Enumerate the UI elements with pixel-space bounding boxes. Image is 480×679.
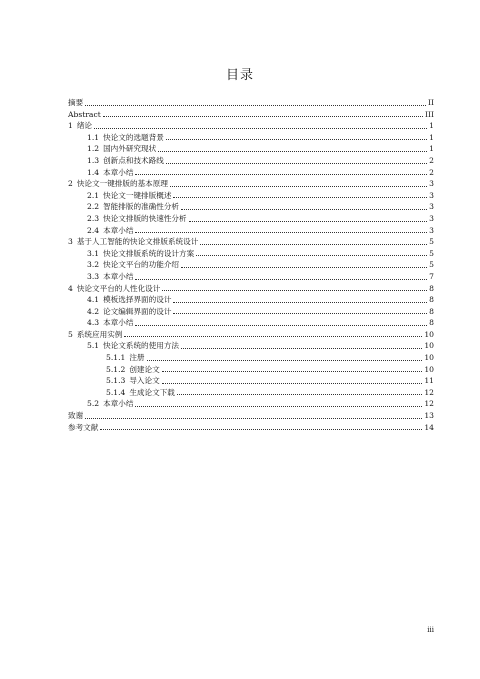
toc-entry-number: 1 — [68, 121, 73, 131]
toc-entry-number: 5.1 — [87, 341, 100, 351]
toc-entry-page: 10 — [424, 341, 434, 351]
toc-entry-number: 1.1 — [87, 132, 100, 142]
dot-leader — [158, 151, 427, 152]
dot-leader — [135, 174, 427, 175]
toc-entry[interactable] — [68, 387, 434, 399]
toc-entry-text: 摘要 — [68, 98, 84, 107]
toc-entry-page: 1 — [429, 144, 434, 154]
toc-entry-page: 1 — [429, 121, 434, 131]
toc-entry[interactable] — [68, 271, 434, 283]
toc-entry-number: 4.3 — [87, 318, 100, 328]
toc-entry-label — [106, 352, 146, 364]
toc-entry-label — [68, 97, 84, 109]
toc-entry-label — [87, 340, 180, 352]
toc-entry-number: 4.1 — [87, 295, 100, 305]
toc-entry[interactable] — [68, 398, 434, 410]
toc-entry-text: 本章小结 — [103, 271, 134, 281]
toc-entry-label — [87, 294, 172, 306]
toc-entry[interactable] — [68, 155, 434, 167]
toc-entry-label — [106, 364, 161, 376]
toc-entry-number: 4.2 — [87, 306, 100, 316]
dot-leader — [135, 279, 427, 280]
toc-entry-page: 12 — [424, 387, 434, 397]
toc-entry-text: 参考文献 — [68, 422, 99, 432]
toc-entry[interactable] — [68, 201, 434, 213]
toc-entry-number: 2.3 — [87, 213, 100, 223]
toc-entry-label — [87, 259, 180, 271]
toc-entry-text: 绪论 — [76, 121, 93, 131]
dot-leader — [162, 290, 427, 291]
toc-entry[interactable] — [68, 143, 434, 155]
toc-entry-number: 3 — [68, 237, 73, 247]
toc-entry-label — [68, 422, 99, 434]
toc-entry-text: 快论文排版的快速性分析 — [103, 213, 187, 223]
toc-entry-page: 10 — [424, 329, 434, 339]
toc-entry-label — [68, 410, 84, 422]
toc-entry-page: II — [428, 98, 434, 107]
toc-entry-label — [87, 143, 157, 155]
toc-entry-page: 3 — [429, 225, 434, 235]
toc-entry-label — [68, 120, 93, 132]
toc-entry[interactable] — [68, 97, 434, 109]
toc-entry[interactable] — [68, 422, 434, 434]
toc-entry-label — [68, 329, 123, 341]
toc-entry[interactable] — [68, 167, 434, 179]
dot-leader — [189, 221, 428, 222]
dot-leader — [181, 267, 427, 268]
toc-entry[interactable] — [68, 120, 434, 132]
dot-leader — [85, 418, 422, 419]
toc-entry-label — [68, 178, 169, 190]
toc-entry-text: 快论文排版系统的设计方案 — [103, 248, 195, 258]
toc-entry-number: 2.4 — [87, 225, 100, 235]
toc-entry-number: 5.2 — [87, 399, 100, 409]
toc-entry-text: 智能排版的准确性分析 — [103, 202, 180, 212]
toc-entry-label — [87, 271, 134, 283]
toc-entry-label — [87, 190, 172, 202]
toc-entry-text: 创新点和技术路线 — [103, 155, 164, 165]
toc-entry-text: 生成论文下载 — [129, 387, 175, 397]
toc-entry[interactable] — [68, 340, 434, 352]
dot-leader — [173, 197, 427, 198]
toc-entry-label — [87, 132, 165, 144]
toc-entry[interactable] — [68, 306, 434, 318]
toc-entry-page: 5 — [429, 260, 434, 270]
toc-entry[interactable] — [68, 132, 434, 144]
toc-entry-text: 本章小结 — [103, 318, 134, 328]
toc-entry[interactable] — [68, 259, 434, 271]
dot-leader — [181, 209, 427, 210]
toc-entry-text: 本章小结 — [103, 225, 134, 235]
dot-leader — [135, 406, 422, 407]
toc-entry-page: 8 — [429, 306, 434, 316]
toc-entry-label — [87, 398, 134, 410]
toc-entry-number: 5.1.2 — [106, 364, 126, 374]
dot-leader — [135, 232, 427, 233]
toc-entry[interactable] — [68, 213, 434, 225]
toc-entry-number: 4 — [68, 283, 73, 293]
toc-entry-page: 5 — [429, 237, 434, 247]
dot-leader — [100, 429, 422, 430]
toc-entry-text: 快论文一键排版概述 — [103, 190, 172, 200]
toc-entry-text: 系统应用实例 — [76, 329, 123, 339]
toc-entry-number: 3.1 — [87, 248, 100, 258]
toc-entry-number: 1.3 — [87, 155, 100, 165]
toc-entry-page: 8 — [429, 283, 434, 293]
toc-entry-label — [106, 375, 161, 387]
toc-entry-number: 2 — [68, 179, 73, 189]
toc-entry-text: 基于人工智能的快论文排版系统设计 — [76, 237, 199, 247]
toc-entry-page: 10 — [424, 353, 434, 363]
toc-entry-label — [106, 387, 176, 399]
dot-leader — [196, 255, 427, 256]
toc-entry-page: 12 — [424, 399, 434, 409]
toc-title: 目录 — [225, 68, 254, 83]
toc-entry-text: 创建论文 — [129, 364, 160, 374]
dot-leader — [103, 116, 423, 117]
toc-entry-page: 3 — [429, 213, 434, 223]
dot-leader — [177, 394, 422, 395]
toc-entry-label — [87, 317, 134, 329]
dot-leader — [200, 244, 427, 245]
toc-entry-number: 2.1 — [87, 190, 100, 200]
toc-entry[interactable] — [68, 248, 434, 260]
toc-entry[interactable] — [68, 375, 434, 387]
dot-leader — [162, 383, 423, 384]
toc-entry[interactable] — [68, 190, 434, 202]
toc-entry-text: 导入论文 — [129, 376, 160, 386]
toc-entry-label — [87, 155, 165, 167]
toc-entry-page: 8 — [429, 295, 434, 305]
page-number: iii — [427, 626, 434, 634]
toc-entry-text: 快论文的选题背景 — [103, 132, 164, 142]
toc-entry-number: 5.1.1 — [106, 353, 126, 363]
toc-entry-label — [68, 236, 199, 248]
dot-leader — [166, 163, 427, 164]
toc-entry-text: 国内外研究现状 — [103, 144, 157, 154]
toc-entry-number: 3.2 — [87, 260, 100, 270]
dot-leader — [173, 302, 427, 303]
toc-entry-text: 注册 — [129, 353, 145, 363]
toc-entry[interactable] — [68, 109, 434, 121]
toc-entry-page: 3 — [429, 179, 434, 189]
dot-leader — [147, 360, 423, 361]
toc-entry-text: Abstract — [68, 109, 101, 119]
toc-entry-page: III — [425, 109, 434, 119]
toc-entry-page: 8 — [429, 318, 434, 328]
toc-entry-page: 3 — [429, 190, 434, 200]
toc-entry-page: 10 — [424, 364, 434, 374]
dot-leader — [173, 313, 427, 314]
toc-entry[interactable] — [68, 178, 434, 190]
toc-entry-number: 5.1.4 — [106, 387, 126, 397]
toc-entry-text: 本章小结 — [103, 399, 134, 409]
toc-entry-text: 本章小结 — [103, 167, 134, 177]
dot-leader — [181, 348, 422, 349]
toc-entry-text: 论文编辑界面的设计 — [103, 306, 172, 316]
toc-entry-text: 快论文系统的使用方法 — [103, 341, 180, 351]
toc-entry-number: 5.1.3 — [106, 376, 126, 386]
dot-leader — [85, 105, 426, 106]
toc-entry[interactable] — [68, 352, 434, 364]
toc-entry-label — [87, 167, 134, 179]
dot-leader — [124, 336, 422, 337]
toc-entry-page: 1 — [429, 132, 434, 142]
dot-leader — [166, 139, 427, 140]
toc-entry-number: 2.2 — [87, 202, 100, 212]
toc-entry-page: 2 — [429, 167, 434, 177]
table-of-contents — [68, 97, 434, 433]
toc-entry[interactable] — [68, 317, 434, 329]
toc-entry-number: 1.2 — [87, 144, 100, 154]
toc-entry-label — [87, 248, 195, 260]
toc-entry-text: 快论文平台的人性化设计 — [76, 283, 161, 293]
toc-entry-text: 快论文一键排版的基本原理 — [76, 179, 168, 189]
toc-entry-page: 7 — [429, 271, 434, 281]
toc-entry-label — [87, 213, 188, 225]
toc-entry[interactable] — [68, 283, 434, 295]
toc-entry-text: 模板选择界面的设计 — [103, 295, 172, 305]
toc-entry-page: 2 — [429, 155, 434, 165]
toc-entry[interactable] — [68, 329, 434, 341]
toc-entry-page: 11 — [424, 376, 434, 386]
toc-entry-page: 14 — [424, 422, 434, 432]
toc-entry-page: 5 — [429, 248, 434, 258]
toc-entry-number: 3.3 — [87, 271, 100, 281]
toc-entry-text: 快论文平台的功能介绍 — [103, 260, 180, 270]
toc-entry[interactable] — [68, 236, 434, 248]
dot-leader — [170, 186, 427, 187]
toc-entry[interactable] — [68, 410, 434, 422]
toc-entry-page: 3 — [429, 202, 434, 212]
toc-entry-number: 5 — [68, 329, 73, 339]
toc-entry-label — [87, 306, 172, 318]
toc-entry-number: 1.4 — [87, 167, 100, 177]
dot-leader — [94, 128, 427, 129]
toc-entry[interactable] — [68, 294, 434, 306]
toc-entry-page: 13 — [424, 411, 434, 421]
toc-entry-label — [87, 225, 134, 237]
toc-entry-text: 致谢 — [68, 411, 84, 421]
toc-entry[interactable] — [68, 225, 434, 237]
dot-leader — [135, 325, 427, 326]
toc-entry[interactable] — [68, 364, 434, 376]
dot-leader — [162, 371, 423, 372]
toc-entry-label — [68, 283, 161, 295]
toc-entry-label — [68, 109, 102, 121]
toc-entry-label — [87, 201, 180, 213]
